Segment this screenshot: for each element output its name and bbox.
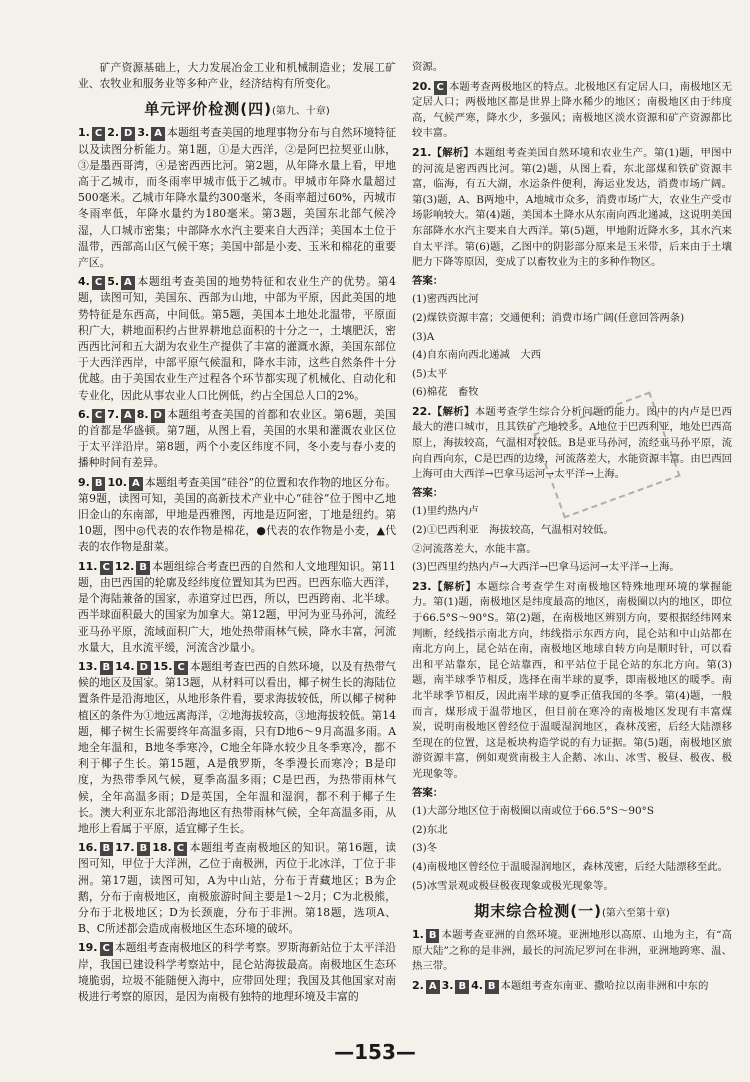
answer-item — [412, 978, 732, 995]
left-column — [78, 60, 396, 1008]
question-number: 1. — [412, 928, 424, 942]
question-number: 10. — [107, 475, 127, 489]
answer-choice-badge: C — [174, 661, 187, 675]
question-number: 17. — [115, 841, 135, 855]
question-number: 14. — [115, 659, 135, 673]
answer-item — [78, 559, 396, 656]
question-number: 7. — [107, 407, 120, 421]
explanation-text: 本题组考查南极地区的知识。第16题，读图可知，甲位于大洋洲，乙位于南极洲，丙位于北冰洋，丁位于非洲。第17题，读图可知，A为中山站，分布于青藏地区；B为企鹅，分布于南极地区，南极旅游时间主要是1～2月；C为北极熊，分布于北极地区；D为长颈鹿，分布于非洲。第18题，选项A、B、C所述都会造成南极地区生态环境的破坏。 — [78, 841, 396, 936]
explanation-text: 本题组综合考查巴西的自然和人文地理知识。第11题，由巴西国的轮廓及经纬度位置知其为巴西。巴西东临大西洋，是个海陆兼备的国家，赤道穿过巴西，所以，巴西跨南、北半球。西半球面积最大的国家为加拿大。第12题，甲河为亚马孙河，流经亚马孙平原，流域面积广大，地处热带雨林气候，降水丰富，河流水量大，且水流平缓，河流含沙量小。 — [78, 559, 396, 654]
section2-title-sub: (第六至第十章) — [601, 908, 670, 920]
answer-choice-badge: A — [426, 980, 440, 994]
section-title — [78, 98, 396, 119]
question-number: 15. — [152, 659, 173, 673]
answer-choice-badge: C — [100, 942, 113, 956]
answer-choice-badge: D — [151, 409, 165, 423]
answer-choice-badge: B — [455, 980, 469, 994]
answer-label: 答案： — [412, 486, 444, 499]
explanation-text: 本题考查亚洲的自然环境。亚洲地形以高原、山地为主，有“高原大陆”之称的是非洲，最长的河流尼罗河在非洲，亚洲地跨寒、温、热三带。 — [412, 929, 732, 973]
question-number: 20. — [412, 79, 432, 93]
answer-choice-badge: C — [100, 561, 113, 575]
answer-line: (1)里约热内卢 — [412, 505, 479, 518]
answer-choice-badge: D — [137, 661, 151, 675]
answer-choice-badge: B — [100, 842, 114, 856]
answer-item — [78, 407, 396, 472]
question-number: 4. — [78, 275, 90, 289]
question-number: 12. — [114, 559, 135, 573]
answer-choice-badge: B — [100, 661, 114, 675]
explanation-text: 本题考查学生综合分析问题的能力。图中的内卢是巴西最大的港口城市，且其铁矿产地较多。A地位于巴西利亚，地处巴西高原上，海拔较高，气温相对较低。B是亚马孙河，流经亚马孙平原，流向自西向东，C是巴西的边缘，河流落差大，水能资源丰富。由巴西回上海可由大西洋→巴拿马运河→太平洋→上海。 — [412, 405, 733, 481]
answer-choice-badge: A — [121, 276, 135, 290]
continued-text: 资源。 — [412, 61, 444, 73]
answer-label: 答案： — [412, 274, 444, 287]
answer-choice-badge: D — [121, 127, 135, 141]
question-number: 8. — [136, 407, 149, 421]
answer-choice-badge: C — [92, 409, 105, 423]
question-number: 2. — [412, 978, 424, 992]
answer-label: 答案： — [412, 786, 444, 799]
answer-line: (4)南极地区曾经位于温暖湿润地区，森林茂密，后经大陆漂移至此。 — [412, 860, 729, 873]
page-number: —153— — [334, 1040, 416, 1064]
question-number: 3. — [137, 126, 150, 140]
explanation-text: 本题组考查南极地区的科学考察。罗斯海新站位于太平洋沿岸，我国已建设科学考察站中，昆仑站海拔最高。南极地区生态环境脆弱，垃圾不能随便入海中，应带回处理；我国及其他国家对南极进行考察的原因，是因为南极有独特的地理环境及丰富的 — [78, 941, 396, 1003]
answer-line: (6)棉花 畜牧 — [412, 386, 479, 399]
answer-choice-badge: B — [426, 929, 440, 943]
answer-line: (2)①巴西利亚 海拔较高，气温相对较低。 — [412, 524, 614, 537]
answer-item — [412, 579, 732, 783]
answer-choice-badge: B — [136, 561, 150, 575]
question-number: 5. — [107, 275, 120, 289]
answer-item — [78, 125, 396, 271]
answer-line: (3)冬 — [412, 842, 438, 855]
answer-item — [78, 274, 396, 404]
question-number: 4. — [471, 978, 483, 992]
intro-paragraph: 矿产资源基础上，大力发展冶金工业和机械制造业；发展工矿业、农牧业和服务业等多种产业，经济结构有所变化。 — [78, 61, 396, 91]
question-number: 13. — [78, 659, 98, 673]
left-answer-list — [78, 125, 396, 1005]
answer-choice-badge: C — [434, 81, 447, 95]
question-number: 23. — [412, 579, 432, 593]
explanation-text: 本题考查两极地区的特点。北极地区有定居人口，南极地区无定居人口；两极地区都是世界上降水稀少的地区；南极地区由于纬度高，气候严寒，降水少，多强风；南极地区淡水资源和矿产资源都比较丰富。 — [412, 80, 732, 140]
question-number: 16. — [78, 841, 98, 855]
answer-item — [412, 79, 732, 142]
explanation-text: 本题组考查东南亚、撒哈拉以南非洲和中东的 — [500, 979, 709, 992]
answer-choice-badge: C — [92, 127, 105, 141]
answer-choice-badge: A — [129, 477, 143, 491]
section-title-text: 单元评价检测(四) — [144, 100, 272, 119]
answer-choice-badge: C — [174, 842, 187, 856]
answer-item — [412, 927, 732, 975]
analysis-tag: 【解析】 — [431, 580, 477, 593]
question-number: 6. — [78, 407, 90, 421]
answer-line: (2)煤铁资源丰富；交通便利；消费市场广阔(任意回答两条) — [412, 311, 685, 324]
question-number: 1. — [78, 126, 90, 140]
answer-line: (5)太平 — [412, 367, 448, 380]
answer-line: (2)东北 — [412, 823, 448, 836]
answer-line: (1)大部分地区位于南极圈以南或位于66.5°S～90°S — [412, 805, 654, 818]
question-number: 3. — [441, 978, 454, 992]
explanation-text: 本题组考查美国自然环境和农业生产。第(1)题，甲图中的河流是密西西比河。第(2)题，从图上看，东北部煤和铁矿资源丰富，临海，有五大湖，水运条件便利，海运业发达，消费市场广阔。第(3)题，A、B两地中，A地城市众多，消费市场广大，农业生产受市场影响较大。第(4)题，美国本土降水从东南向西北递减，这说明美国东部降水水汽主要来自大西洋。第(5)题，甲地附近降水多，其水汽来自太平洋。第(6)题，乙图中的阴影部分原来是玉米带，后来由于土壤肥力下降等原因，变成了以畜牧业为主的多种作物区。 — [412, 146, 732, 269]
explanation-text: 本题组考查美国的地理事物分布与自然环境特征以及读图分析能力。第1题，①是大西洋，②是阿巴拉契亚山脉，③是墨西哥湾，④是密西西比河。第2题，从年降水量上看，甲地高于乙城市，而冬雨率甲城市低于乙城市。甲城市年降水量超过500毫米。乙城市年降水量约300毫米，冬雨率超过60%，丙城市冬雨率低，年降水量约为180毫米。第3题，美国东北部气候冷湿，人口城市密集；中部降水水汽主要来自大西洋；美国本土位于温带，西部高山区气候干寒；美国中部是小麦、玉米和棉花的重要产区。 — [78, 126, 396, 270]
explanation-text: 本题组考查美国“硅谷”的位置和农作物的地区分布。第9题，读图可知，美国的高新技术产业中心“硅谷”位于图中乙地旧金山的东南部，甲地是西雅图，丙地是迈阿密，丁地是纽约。第10题，图中◎代表的农作物是棉花，●代表的农作物是小麦，▲代表的农作物是甜菜。 — [78, 475, 396, 554]
section2-title-text: 期末综合检测(一) — [474, 902, 602, 921]
answer-item — [412, 145, 732, 271]
answer-choice-badge: B — [92, 477, 106, 491]
answer-item — [78, 940, 396, 1005]
answer-item — [78, 475, 396, 556]
answer-line: (4)自东南向西北递减 大西 — [412, 349, 542, 362]
question-number: 18. — [152, 841, 172, 855]
answer-line: ②河流落差大，水能丰富。 — [412, 542, 537, 555]
answer-choice-badge: C — [92, 276, 105, 290]
right-answer-list-2 — [412, 927, 732, 994]
answer-choice-badge: A — [121, 409, 135, 423]
section2-title — [412, 900, 732, 921]
analysis-tag: 【解析】 — [431, 405, 475, 418]
explanation-text: 本题组考查巴西的自然环境，以及有热带气候的地区及国家。第13题，从材料可以看出，椰子树生长的海陆位置条件是沿海地区，从地形条件看，要求海拔较低，所以椰子树种植区的条件为①地远离海洋，②地海拔较高，③地海拔较低。第14题，椰子树生长需要终年高温多雨，只有D地6～9月高温多雨。A地全年温和，B地冬季寒冷，C地全年降水较少且冬季寒冷，都不利于椰子生长。第15题，A是俄罗斯，冬季漫长而寒冷；B是印度，为热带季风气候，夏季高温多雨；C是巴西，为热带雨林气候，全年高温多雨；D是英国，全年温和湿润，都不利于椰子生长。澳大利亚东北部沿海地区有热带雨林气候，全年高温多雨，从地形上看属于平原，适宜椰子生长。 — [78, 659, 396, 835]
answer-line: (5)冰雪景观或极昼极夜现象或极光现象等。 — [412, 879, 614, 892]
question-number: 22. — [412, 404, 432, 418]
answer-choice-badge: B — [137, 842, 151, 856]
answer-choice-badge: A — [151, 127, 165, 141]
question-number: 19. — [78, 941, 98, 955]
answer-line: (3)A — [412, 330, 435, 343]
question-number: 11. — [78, 559, 98, 573]
answer-item — [78, 659, 396, 837]
explanation-text: 本题组考查美国的地势特征和农业生产的优势。第4题，读图可知，美国东、西部为山地，中部为平原，因此美国的地势特征是东西高，中间低。第5题，美国本土地处北温带，平原面积广大，耕地面积约占世界耕地总面积的十分之一，土壤肥沃，密西西比河和五大湖为农业生产提供了丰富的灌溉水源，美国东部位于大西洋西岸，中部平原气候温和，降水丰沛，这些自然条件十分优越。由于美国农业生产过程各个环节都实现了机械化、自动化和专业化，因此从事农业人口比例低，约占全国总人口的2%。 — [78, 275, 396, 402]
answer-line: (1)密西西比河 — [412, 293, 479, 306]
explanation-text: 本题组考查美国的首都和农业区。第6题，美国的首都是华盛顿。第7题，从图上看，美国的水果和灌溉农业区位于太平洋沿岸。第8题，两个小麦区纬度不同，冬小麦与春小麦的播种时间有差异。 — [78, 407, 396, 470]
section-title-sub: (第九、十章) — [271, 106, 330, 118]
answer-choice-badge: B — [485, 980, 499, 994]
question-number: 2. — [107, 126, 120, 140]
question-number: 9. — [78, 475, 90, 489]
question-number: 21. — [412, 145, 432, 159]
answer-line: (3)巴西里约热内卢→大西洋→巴拿马运河→太平洋→上海。 — [412, 561, 680, 574]
right-column — [412, 60, 732, 997]
answer-item — [78, 840, 396, 937]
explanation-text: 本题综合考查学生对南极地区特殊地理环境的掌握能力。第(1)题，南极地区是纬度最高的地区，南极圈以内的地区，即位于66.5°S～90°S。第(2)题，在南极地区辨别方向，要根据经纬网来判断，经线指示南北方向，纬线指示东西方向，昆仑站和中山站都在南北方向上，昆仑站在南，南极地区地球自转方向是顺时针，可以看出和平站靠东，昆仑站靠西，和平站位于昆仑站的东北方向。第(3)题，南半球季节相反，选择在南半球的夏季，即南极地区的暖季。南北半球季节相反，因此南半球的夏季正值我国的冬季。第(4)题，一般而言，煤形成于温带地区，但目前在寒冷的南极地区发现有丰富煤炭，说明南极地区曾经位于温暖湿润地区，森林茂密，后经大陆漂移至现在的位置，这是板块构造学说的有力证据。第(5)题，南极地区旅游资源丰富，例如观赏南极主人企鹅、冰山、冰雪、极昼、极夜、极光现象等。 — [412, 580, 733, 780]
analysis-tag: 【解析】 — [431, 146, 474, 159]
